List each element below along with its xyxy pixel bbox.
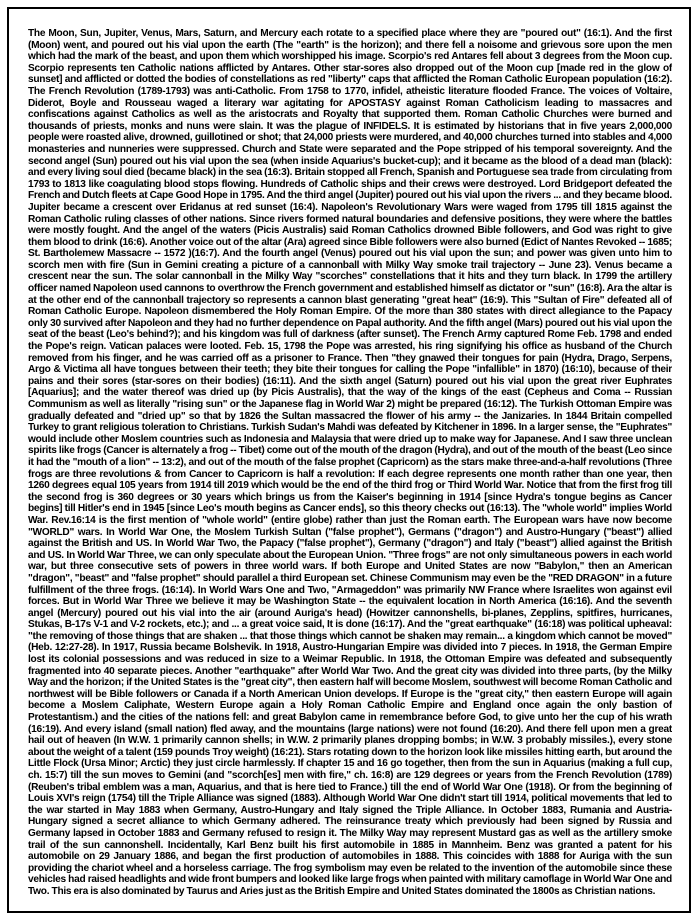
body-text: The Moon, Sun, Jupiter, Venus, Mars, Saturn, and Mercury each rotate to a specified place where they are "poured out" (16:1). And the first (Moon) went, and poured out his vial upon the earth (The "earth" is the horizon); and there fell a noisome and grievous sore upon the men which had the mark of the beast, and upon them which worshipped his image. Scorpio's red Antares fell about 3 degrees from the Moon cup. Scorpio represents ten Catholic nations afflicted by Antares. Other star-sores also dropped out of the Moon cup [made red in the glow of sunset] and afflicted or dotted the bodies of constellations as red "liberty" caps that afflicted the Roman Catholic European population (16:2). The French Revolution (1789-1793) was anti-Catholic. From 1758 to 1770, infidel, atheistic literature flooded France. The voices of Voltaire, Diderot, Boyle and Rousseau waged a literary war agitating for APOSTASY against Roman Catholicism leading to massacres and confiscations against Catholics as well as the aristocrats and Royalty that supported them. Roman Catholic Churches were burned and thousands of priests, monks and nuns were slain. It was the plague of INFIDELS. It is estimated by historians that in five years 2,000,000 people were roasted alive, drowned, guillotined or shot; that 24,000 priests were murdered, and 40,000 churches turned into stables and 4,000 monasteries and nunneries were suppressed. Church and State were separated and the Pope stripped of his temporal sovereignty. And the second angel (Sun) poured out his vial upon the sea (when inside Aquarius's bucket-cup); and it became as the blood of a dead man (black): and every living soul died (became black) in the sea (16:3). Britain stopped all French, Spanish and Portuguese sea trade from circulating from 1793 to 1813 like coagulating blood stops flowing. Hundreds of Catholic ships and their crews were destroyed. Lord Bridgeport defeated the French and Dutch fleets at Cape Good Hope in 1795. And the third angel (Jupiter) poured out his vial upon the rivers ... and they became blood. Jupiter became a crescent over Eridanus at red sunset (16:4). Napoleon's Revolutionary Wars were waged from 1795 till 1815 against the Roman Catholic ruling classes of other nations. Since rivers formed natural boundaries and defensive positions, they were where the battles were mostly fought. And the angel of the waters (Picis Australis) said Roman Catholics drowned Bible followers, and God was right to give them blood to drink (16:6). Another voice out of the altar (Ara) agreed since Bible followers were also burned (Edict of Nantes Revoked -- 1685; St. Bartholemew Massacre -- 1572 )(16:7). And the fourth angel (Venus) poured out his vial upon the sun; and power was given unto him to scorch men with fire (Sun in Gemini creating a picture of a cannonball with Milky Way smoke trail trajectory -- June 23). Venus became a crescent near the sun. The solar cannonball in the Milky Way "scorches" constellations that it hits and they turn black. In 1799 the artillery officer named Napoleon used cannons to overthrow the French government and established himself as dictator or "sun" (16:8). Ara the altar is at the other end of the cannonball trajectory so represents a cannon blast generating "great heat" (16:9). This "Sultan of Fire" defeated all of Roman Catholic Europe. Napoleon dismembered the Holy Roman Empire. Of the more than 380 states with direct allegiance to the Papacy only 30 survived after Napoleon and they had no further dependence on Papal authority. And the fifth angel (Mars) poured out his vial upon the seat of the beast (Leo's behind?); and his kingdom was full of darkness (after sunset). The French Army captured Rome Feb. 1798 and ended the Pope's reign. Vatican palaces were looted. Feb. 15, 1798 the Pope was arrested, his ring signifying his office as husband of the Church removed from his finger, and he was carried off as a prisoner to France. Then "they gnawed their tongues for pain (Hydra, Drago, Serpens, Argo & Victima all have tongues between their teeth; they bite their tongues for calling the Pope "infallible" in 1870) (16:10), because of their pains and their sores (star-sores on their bodies) (16:11). And the sixth angel (Saturn) poured out his vial upon the great river Euphrates [Aquarius]; and the water thereof was dried up (by Picis Australis), that the way of the kings of the east (Cepheus and Coma -- Russian Communism as well as literally "rising sun" or the Japanese flag in World War 2) might be prepared (16:12). The Turkish Ottoman Empire was gradually defeated and "dried up" so that by 1826 the Sultan massacred the flower of his army -- the Janizaries. In 1844 Britain compelled Turkey to grant religious toleration to Christians. Turkish Sudan's Mahdi was defeated by Kitchener in 1896. In a larger sense, the "Euphrates" would include other Moslem countries such as Indonesia and Malaysia that were dried up to make way for Japanese. And I saw three unclean spirits like frogs (Cancer is alternately a frog -- Tibet) come out of the mouth of the dragon (Hydra), and out of the mouth of the beast (Leo since it had the "mouth of a lion" -- 13:2), and out of the mouth of the false prophet (Capricorn) as the stars make three-and-a-half revolutions (Three frogs are three revolutions & from Cancer to Capricorn is half a revolution: If each degree represents one month rather than one year, then 1260 degrees equal 105 years from 1914 till 2019 which would be the end of the third frog or Third World War. Notice that from the first frog till the second frog is 360 degrees or 30 years which brings us from the Kaiser's beginning in 1914 [since Hydra's tongue begins as Cancer begins] till Hitler's end in 1945 [since Leo's mouth begins as Cancer ends], so this theory checks out (16:13). The "whole world" implies World War. Rev.16:14 is the first mention of "whole world" (entire globe) rather than just the Roman earth. The European wars have now become "WORLD" wars. In World War One, the Moslem Turkish Sultan ("false prophet"), Germans ("dragon") and Austro-Hungary ("beast") allied against the British and US. In World War Two, the Papacy ("false prophet"), Germany ("dragon") and Italy ("beast") allied against the British and US. In World War Three, we can only speculate about the European Union. "Three frogs" are not only simultaneous powers in each world war, but three consecutive sets of powers in three world wars. If both Europe and United States are now "Babylon," then an American "dragon", "beast" and "false prophet" should parallel a third European set. Chinese Communism may even be the "RED DRAGON" in a future fulfillment of the three frogs. (16:14). In World Wars One and Two, "Armageddon" was primarily NW France where Israelites won against evil forces. But in World War Three we believe it may be Washington State -- the equivalent location in North America (16:16). And the seventh angel (Mercury) poured out his vial into the air (around Auriga's head) (Howitzer cannonshells, bi-planes, Zepplins, spitfires, hurricanes, Stukas, B-17s V-1 and V-2 rockets, etc.); and ... a great voice said, It is done (16:17). And the "great earthquake" (16:18) was political upheaval: "the removing of those things that are shaken ... that those things which cannot be shaken may remain... a kingdom which cannot be moved" (Heb. 12:27-28). In 1917, Russia became Bolshevik. In 1918, Austro-Hungarian Empire was divided into 7 pieces. In 1918, the German Empire lost its colonial possessions and was reduced in size to a Weimar Republic. In 1918, the Ottoman Empire was defeated and subsequently fragmented into 40 separate pieces. Another "earthquake" after World War Two. And the great city was divided into three parts, (by the Milky Way and the horizon; if the United States is the "great city", then eastern half will become Moslem, southwest will become Roman Catholic and northwest will be Bible followers or Canada if a North American Union develops. If Europe is the "great city," then eastern Europe will again become a Moslem Caliphate, Western Europe again a Holy Roman Catholic Empire and England once again the only bastion of Protestantism.) and the cities of the nations fell: and great Babylon came in remembrance before God, to give unto her the cup of his wrath (16:19). And every island (small nation) fled away, and the mountains (large nations) were not found (16:20). And there fell upon men a great hail out of heaven (In W.W. 1 primarily cannon shells; in W.W. 2 primarily planes dropping bombs; in W.W. 3 probably missiles.), every stone about the weight of a talent (159 pounds Troy weight) (16:21). Stars rotating down to the horizon look like missiles hitting earth, but around the Little Flock (Ursa Minor; Arctic) they just circle harmlessly. If chapter 15 and 16 go together, then from the sun in Aquarius (making a full cup, ch. 15:7) till the sun moves to Gemini (and "scorch[es] men with fire," ch. 16:8) are 129 degrees or years from the French Revolution (1789) (Reuben's tribal emblem was a man, Aquarius, and that is here tied to France.) till the end of World War One (1918). Or from the beginning of Louis XVI's reign (1754) till the Triple Alliance was signed (1883). Although World War One didn't start till 1914, political movements that led to the war started in May 1883 when Germany, Austro-Hungary and Italy signed the Triple Alliance. In October 1883, Rumania and Austria-Hungary signed a secret alliance to which Germany adhered. The reinsurance treaty which previously had been signed by Russia and Germany lapsed in October 1883 and Germany refused to resign it. The Milky Way may represent Mustard gas as well as the artillery smoke trail of the sun cannonshell. Incidentally, Karl Benz built his first automobile in 1885 in Mannheim. Benz was granted a patent for his automobile on 29 January 1886, and began the first production of automobiles in 1888. This coincides with 1888 for Auriga with the sun providing the chariot wheel and a horseless carriage. The frog symbolism may even be related to the invention of the automobile since these vehicles had raised headlights and wide front bumpers and looked like large frogs when painted with military camoflage in World War One and Two. This era is also dominated by Taurus and Aries just as the British Empire and United States dominated the 1800s as Christian nations. <box>28 28 672 897</box>
